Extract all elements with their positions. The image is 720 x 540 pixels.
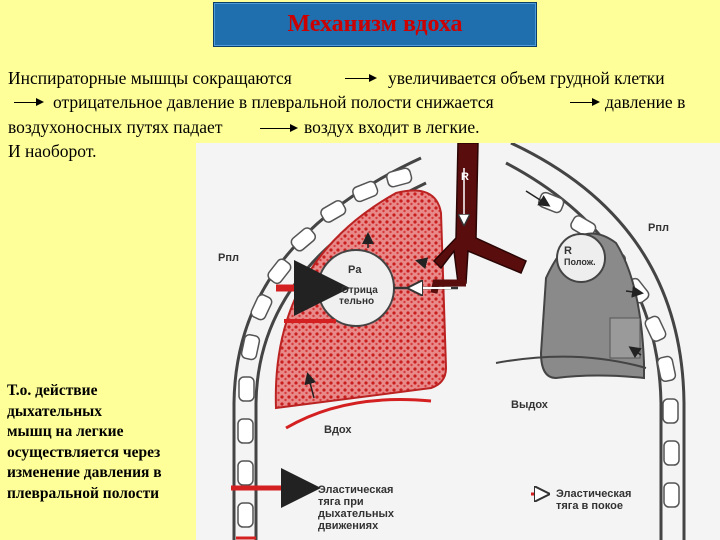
text-line-2b: давление в bbox=[605, 92, 686, 112]
r-top-label: R bbox=[461, 171, 469, 183]
inhale-label: Вдох bbox=[324, 424, 352, 436]
page-title: Механизм вдоха bbox=[287, 11, 463, 37]
lung-mechanics-diagram bbox=[196, 143, 720, 540]
arrow-right-icon bbox=[260, 128, 296, 129]
note-line: Т.о. действие bbox=[7, 382, 98, 399]
elastic-movement-label-4: движениях bbox=[318, 520, 379, 532]
elastic-rest-label-2: тяга в покое bbox=[556, 500, 623, 512]
text-line-1b: увеличивается объем грудной клетки bbox=[388, 68, 665, 88]
p-pl-left-label: Pпл bbox=[218, 252, 239, 264]
negative-label: Отрица bbox=[341, 285, 378, 296]
text-line-2a: отрицательное давление в плевральной полости снижается bbox=[53, 92, 494, 112]
summary-note bbox=[7, 381, 197, 504]
r-right-label: R bbox=[564, 245, 572, 257]
elastic-rest-label-1: Эластическая bbox=[556, 488, 632, 500]
p-pl-right-label: Pпл bbox=[648, 222, 669, 234]
elastic-movement-label-1: Эластическая bbox=[318, 484, 394, 496]
text-line-3b: воздух входит в легкие. bbox=[304, 117, 480, 137]
p-a-label: Pа bbox=[348, 264, 362, 276]
positive-label: Полож. bbox=[564, 257, 596, 267]
note-line: плевральной полости bbox=[7, 484, 160, 502]
arrow-right-icon bbox=[345, 78, 375, 79]
text-line-3a: воздухоносных путях падает bbox=[8, 117, 223, 137]
arrow-right-icon bbox=[14, 102, 42, 103]
note-line: осуществляется через bbox=[7, 443, 161, 461]
note-line: мышц на легкие bbox=[7, 423, 124, 440]
text-line-1a: Инспираторные мышцы сокращаются bbox=[8, 68, 292, 88]
note-line: изменение давления в bbox=[7, 464, 162, 481]
negative-label-2: тельно bbox=[339, 296, 375, 307]
arrow-right-icon bbox=[570, 102, 598, 103]
note-line: дыхательных bbox=[7, 402, 103, 420]
exhale-label: Выдох bbox=[511, 399, 548, 411]
title-banner bbox=[213, 2, 537, 47]
text-line-4: И наоборот. bbox=[8, 141, 97, 161]
elastic-movement-label-2: тяга при bbox=[318, 496, 364, 508]
elastic-movement-label-3: дыхательных bbox=[318, 508, 395, 520]
